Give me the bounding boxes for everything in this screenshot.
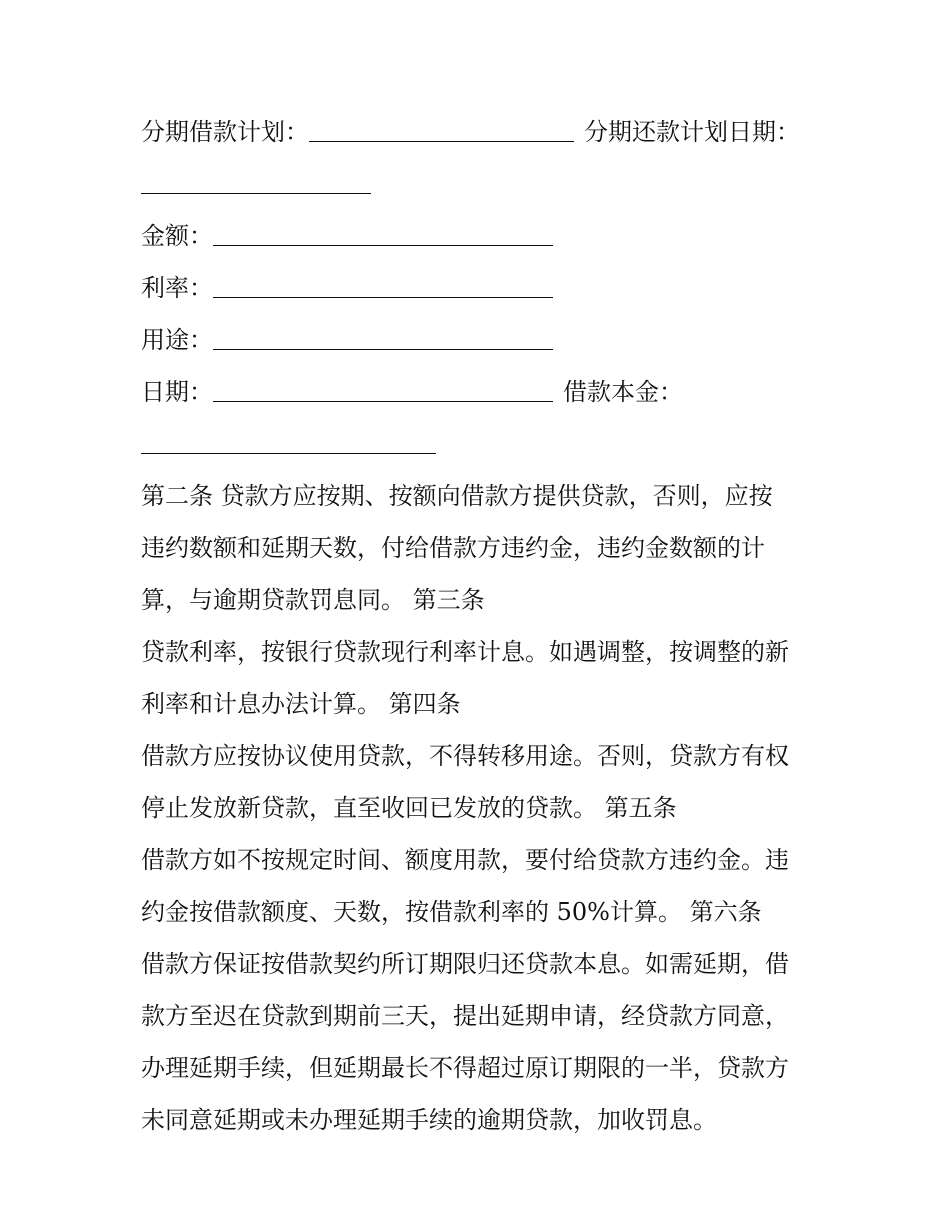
body-line: 第二条 贷款方应按期、按额向借款方提供贷款，否则，应按 [141, 482, 773, 510]
body-line: 算，与逾期贷款罚息同。 第三条 [141, 586, 485, 614]
rate-blank[interactable] [213, 267, 553, 298]
installment-plan-line [141, 106, 813, 158]
amount-line [141, 210, 813, 262]
purpose-blank[interactable] [213, 319, 553, 350]
document-page [141, 106, 813, 1146]
date-label: 日期： [141, 378, 213, 406]
body-line: 约金按借款额度、天数，按借款利率的 50%计算。 第六条 [141, 898, 762, 926]
principal-label: 借款本金： [563, 378, 683, 406]
body-line: 未同意延期或未办理延期手续的逾期贷款，加收罚息。 [141, 1106, 717, 1134]
rate-label: 利率： [141, 274, 213, 302]
body-line: 利率和计息办法计算。 第四条 [141, 690, 461, 718]
repayment-date-blank[interactable] [141, 163, 371, 194]
repayment-date-label: 分期还款计划日期： [584, 118, 800, 146]
installment-plan-blank[interactable] [309, 111, 574, 142]
body-line: 借款方应按协议使用贷款，不得转移用途。否则，贷款方有权 [141, 742, 789, 770]
body-line: 借款方保证按借款契约所订期限归还贷款本息。如需延期，借 [141, 950, 789, 978]
repayment-date-line [141, 158, 813, 210]
amount-label: 金额： [141, 222, 213, 250]
date-line [141, 366, 813, 418]
rate-line [141, 262, 813, 314]
body-line: 办理延期手续，但延期最长不得超过原订期限的一半，贷款方 [141, 1054, 789, 1082]
principal-line [141, 418, 813, 470]
purpose-line [141, 314, 813, 366]
body-line: 贷款利率，按银行贷款现行利率计息。如遇调整，按调整的新 [141, 638, 789, 666]
body-line: 停止发放新贷款，直至收回已发放的贷款。 第五条 [141, 794, 677, 822]
purpose-label: 用途： [141, 326, 213, 354]
body-line: 借款方如不按规定时间、额度用款，要付给贷款方违约金。违 [141, 846, 789, 874]
amount-blank[interactable] [213, 215, 553, 246]
body-line: 违约数额和延期天数，付给借款方违约金，违约金数额的计 [141, 534, 765, 562]
principal-blank[interactable] [141, 423, 436, 454]
body-line: 款方至迟在贷款到期前三天，提出延期申请，经贷款方同意， [141, 1002, 789, 1030]
date-blank[interactable] [213, 371, 553, 402]
installment-plan-label: 分期借款计划： [141, 118, 309, 146]
